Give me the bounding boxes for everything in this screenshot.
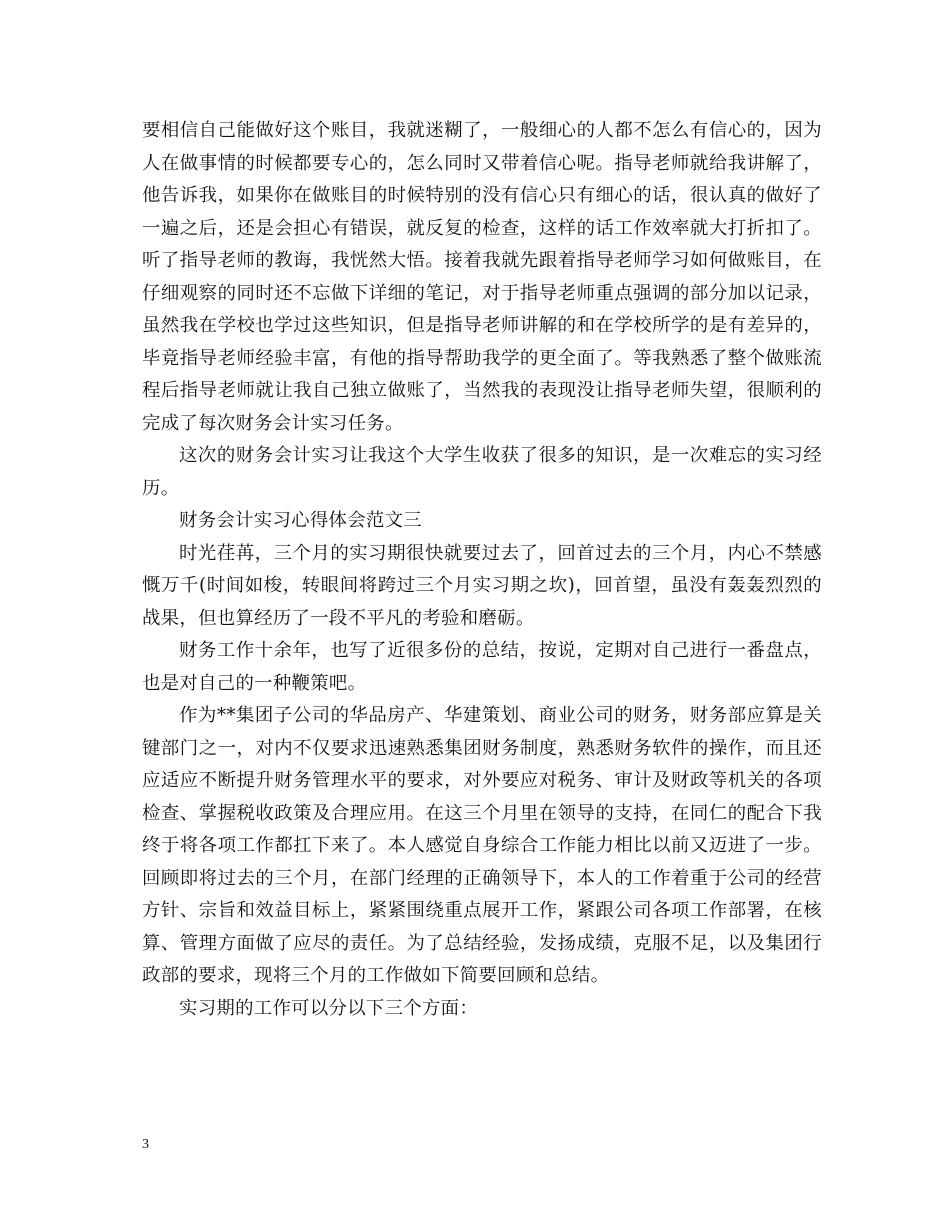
paragraph-5: 作为**集团子公司的华品房产、华建策划、商业公司的财务，财务部应算是关键部门之一，对内不仅要求迅速熟悉集团财务制度，熟悉财务软件的操作，而且还应适应不断提升财务管理水平的要求，对外要应对税务、审计及财政等机关的各项检查、掌握税收政策及合理应用。在这三个月里在领导的支持，在同仁的配合下我终于将各项工作都扛下来了。本人感觉自身综合工作能力相比以前又迈进了一步。回顾即将过去的三个月，在部门经理的正确领导下，本人的工作着重于公司的经营方针、宗旨和效益目标上，紧紧围绕重点展开工作，紧跟公司各项工作部署，在核算、管理方面做了应尽的责任。为了总结经验，发扬成绩，克服不足，以及集团行政部的要求，现将三个月的工作做如下简要回顾和总结。 <box>142 705 822 986</box>
paragraph-4: 财务工作十余年，也写了近很多份的总结，按说，定期对自己进行一番盘点，也是对自己的一种鞭策吧。 <box>142 640 822 694</box>
section-heading: 财务会计实习心得体会范文三 <box>179 510 422 531</box>
paragraph-2: 这次的财务会计实习让我这个大学生收获了很多的知识，是一次难忘的实习经历。 <box>142 445 822 499</box>
paragraph-6: 实习期的工作可以分以下三个方面： <box>179 997 479 1019</box>
paragraph-3: 时光荏苒，三个月的实习期很快就要过去了，回首过去的三个月，内心不禁感慨万千(时间如梭，转眼间将跨过三个月实习期之坎)，回首望，虽没有轰轰烈烈的战果，但也算经历了一段不平凡的考验和磨砺。 <box>142 542 822 629</box>
paragraph-1: 要相信自己能做好这个账目，我就迷糊了，一般细心的人都不怎么有信心的，因为人在做事情的时候都要专心的，怎么同时又带着信心呢。指导老师就给我讲解了，他告诉我，如果你在做账目的时候特别的没有信心只有细心的话，很认真的做好了一遍之后，还是会担心有错误，就反复的检查，这样的话工作效率就大打折扣了。听了指导老师的教诲，我恍然大悟。接着我就先跟着指导老师学习如何做账目，在仔细观察的同时还不忘做下详细的笔记，对于指导老师重点强调的部分加以记录，虽然我在学校也学过这些知识，但是指导老师讲解的和在学校所学的是有差异的，毕竟指导老师经验丰富，有他的指导帮助我学的更全面了。等我熟悉了整个做账流程后指导老师就让我自己独立做账了，当然我的表现没让指导老师失望，很顺利的完成了每次财务会计实习任务。 <box>142 120 822 434</box>
document-body <box>142 115 822 1025</box>
page-number: 3 <box>142 1137 149 1152</box>
